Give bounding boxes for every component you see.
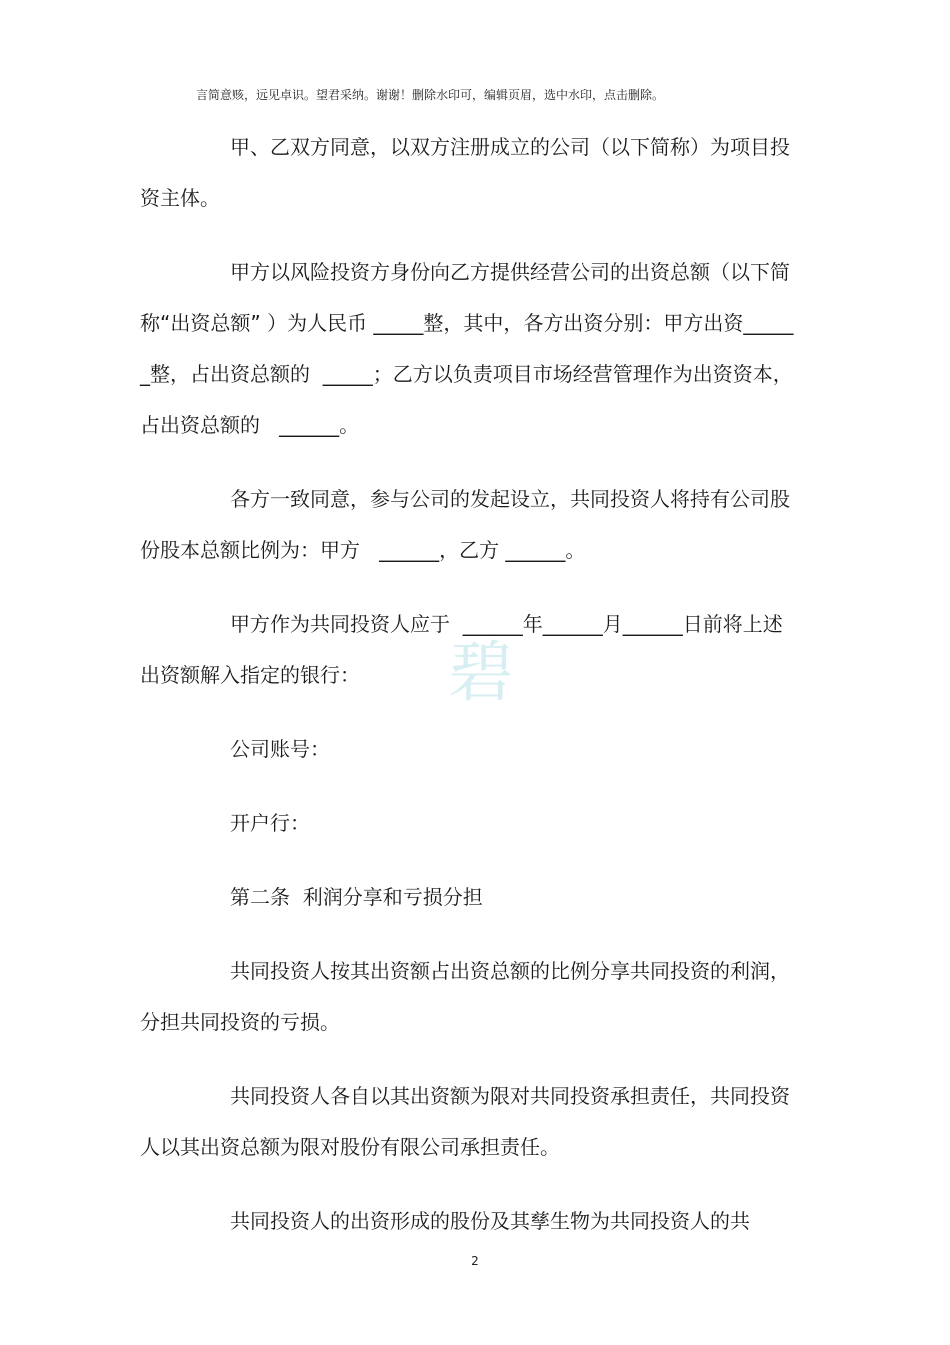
paragraph-company-account: 公司账号： [230, 737, 330, 761]
watermark: 碧 [448, 634, 514, 711]
paragraph-shares-ownership: 共同投资人的出资形成的股份及其孳生物为共同投资人的共 [230, 1209, 750, 1233]
section-heading-article-2: 第二条 利润分享和亏损分担 [230, 885, 483, 909]
paragraph-profit-sharing: 共同投资人按其出资额占出资总额的比例分享共同投资的利润，分担共同投资的亏损。 [140, 959, 790, 1034]
page-number: 2 [471, 1254, 479, 1268]
paragraph-share-ratio: 各方一致同意，参与公司的发起设立，共同投资人将持有公司股份股本总额比例为：甲方 ______，乙方 ______。 [140, 487, 790, 562]
document-body [140, 122, 795, 1270]
paragraph-bank: 开户行： [230, 811, 310, 835]
paragraph-investment-entity: 甲、乙双方同意，以双方注册成立的公司（以下简称）为项目投资主体。 [140, 135, 790, 210]
header-note: 言简意赅，远见卓识。望君采纳。谢谢！删除水印可，编辑页眉，选中水印，点击删除。 [196, 88, 665, 102]
paragraph-capital-contribution: 甲方以风险投资方身份向乙方提供经营公司的出资总额（以下简称“出资总额” ）为人民币 _____整，其中，各方出资分别：甲方出资______整，占出资总额的 _____；乙方以负责项目市场经营管理作为出资资本，占出资总额的 ______。 [140, 260, 794, 437]
paragraph-liability: 共同投资人各自以其出资额为限对共同投资承担责任，共同投资人以其出资总额为限对股份有限公司承担责任。 [140, 1084, 790, 1159]
paragraph-payment-deadline: 甲方作为共同投资人应于 ______年______月______日前将上述出资额解入指定的银行： [140, 612, 783, 687]
